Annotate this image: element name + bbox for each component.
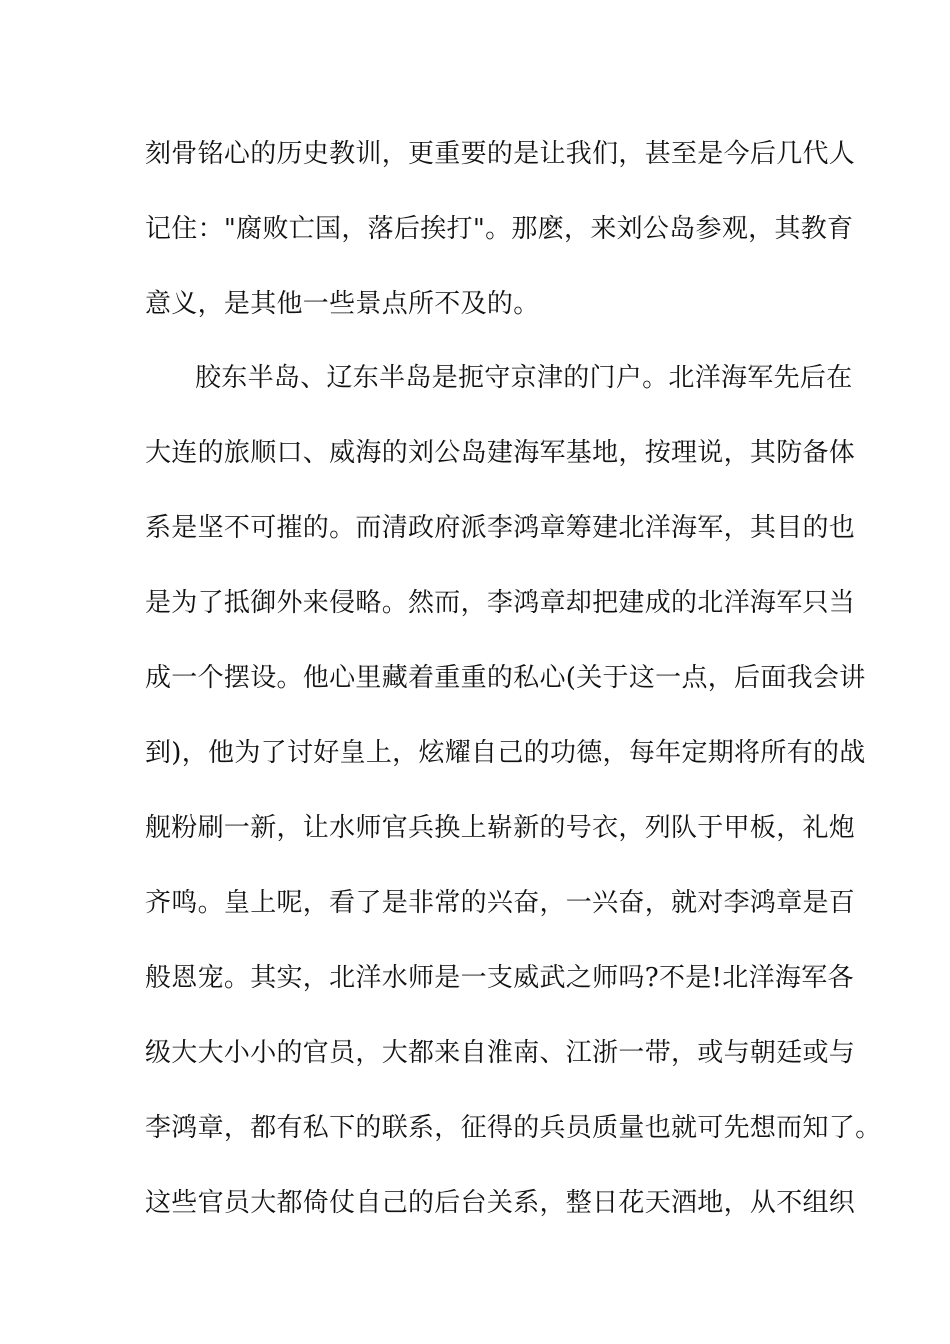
paragraph-2-line-3: 系是坚不可摧的。而清政府派李鸿章筹建北洋海军，其目的也 [145,513,856,543]
paragraph-2-line-7: 舰粉刷一新，让水师官兵换上崭新的号衣，列队于甲板，礼炮 [145,813,856,843]
paragraph-2-line-9: 般恩宠。其实，北洋水师是一支威武之师吗?不是!北洋海军各 [145,963,854,993]
paragraph-1-line-1: 刻骨铭心的历史教训，更重要的是让我们，甚至是今后几代人 [145,139,856,169]
paragraph-2-line-8: 齐鸣。皇上呢，看了是非常的兴奋，一兴奋，就对李鸿章是百 [145,888,856,918]
paragraph-2-line-2: 大连的旅顺口、威海的刘公岛建海军基地，按理说，其防备体 [145,438,856,468]
paragraph-1-line-2: 记住："腐败亡国，落后挨打"。那麽，来刘公岛参观，其教育 [145,214,854,244]
paragraph-2-line-5: 成一个摆设。他心里藏着重重的私心(关于这一点，后面我会讲 [145,663,866,693]
paragraph-2-line-11: 李鸿章，都有私下的联系，征得的兵员质量也就可先想而知了。 [145,1113,882,1143]
paragraph-2-line-12: 这些官员大都倚仗自己的后台关系，整日花天酒地，从不组织 [145,1188,856,1218]
paragraph-2-line-1: 胶东半岛、辽东半岛是扼守京津的门户。北洋海军先后在 [195,363,853,393]
paragraph-1-line-3: 意义，是其他一些景点所不及的。 [145,289,540,319]
paragraph-2-line-6: 到)，他为了讨好皇上，炫耀自己的功德，每年定期将所有的战 [145,738,866,768]
paragraph-2-line-4: 是为了抵御外来侵略。然而，李鸿章却把建成的北洋海军只当 [145,588,856,618]
paragraph-2-line-10: 级大大小小的官员，大都来自淮南、江浙一带，或与朝廷或与 [145,1038,856,1068]
